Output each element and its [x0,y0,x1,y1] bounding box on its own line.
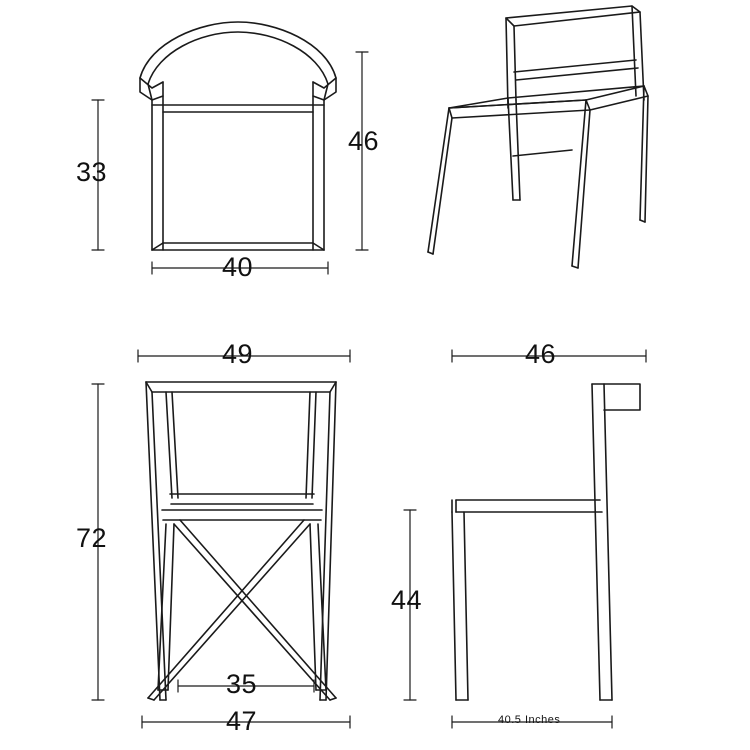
dimension-label-side-depth: 46 [525,339,557,369]
dimension-label-front-width: 40 [222,252,254,282]
dimension-label-back-base-width: 47 [226,706,258,736]
perspective-view-outline [428,6,648,268]
dimension-label-front-back-height: 46 [348,126,380,156]
front-view-outline [140,22,336,250]
dimension-label-back-lower-width: 35 [226,669,258,699]
dimension-label-back-total-height: 72 [76,523,108,553]
back-view-outline [146,382,336,700]
dimension-label-front-seat-height: 33 [76,157,108,187]
side-view-outline [452,384,640,700]
dimension-label-back-top-width: 49 [222,339,254,369]
dimension-label-side-seat-height: 44 [391,585,423,615]
dimension-label-side-base-depth: 40.5 Inches [498,714,561,726]
